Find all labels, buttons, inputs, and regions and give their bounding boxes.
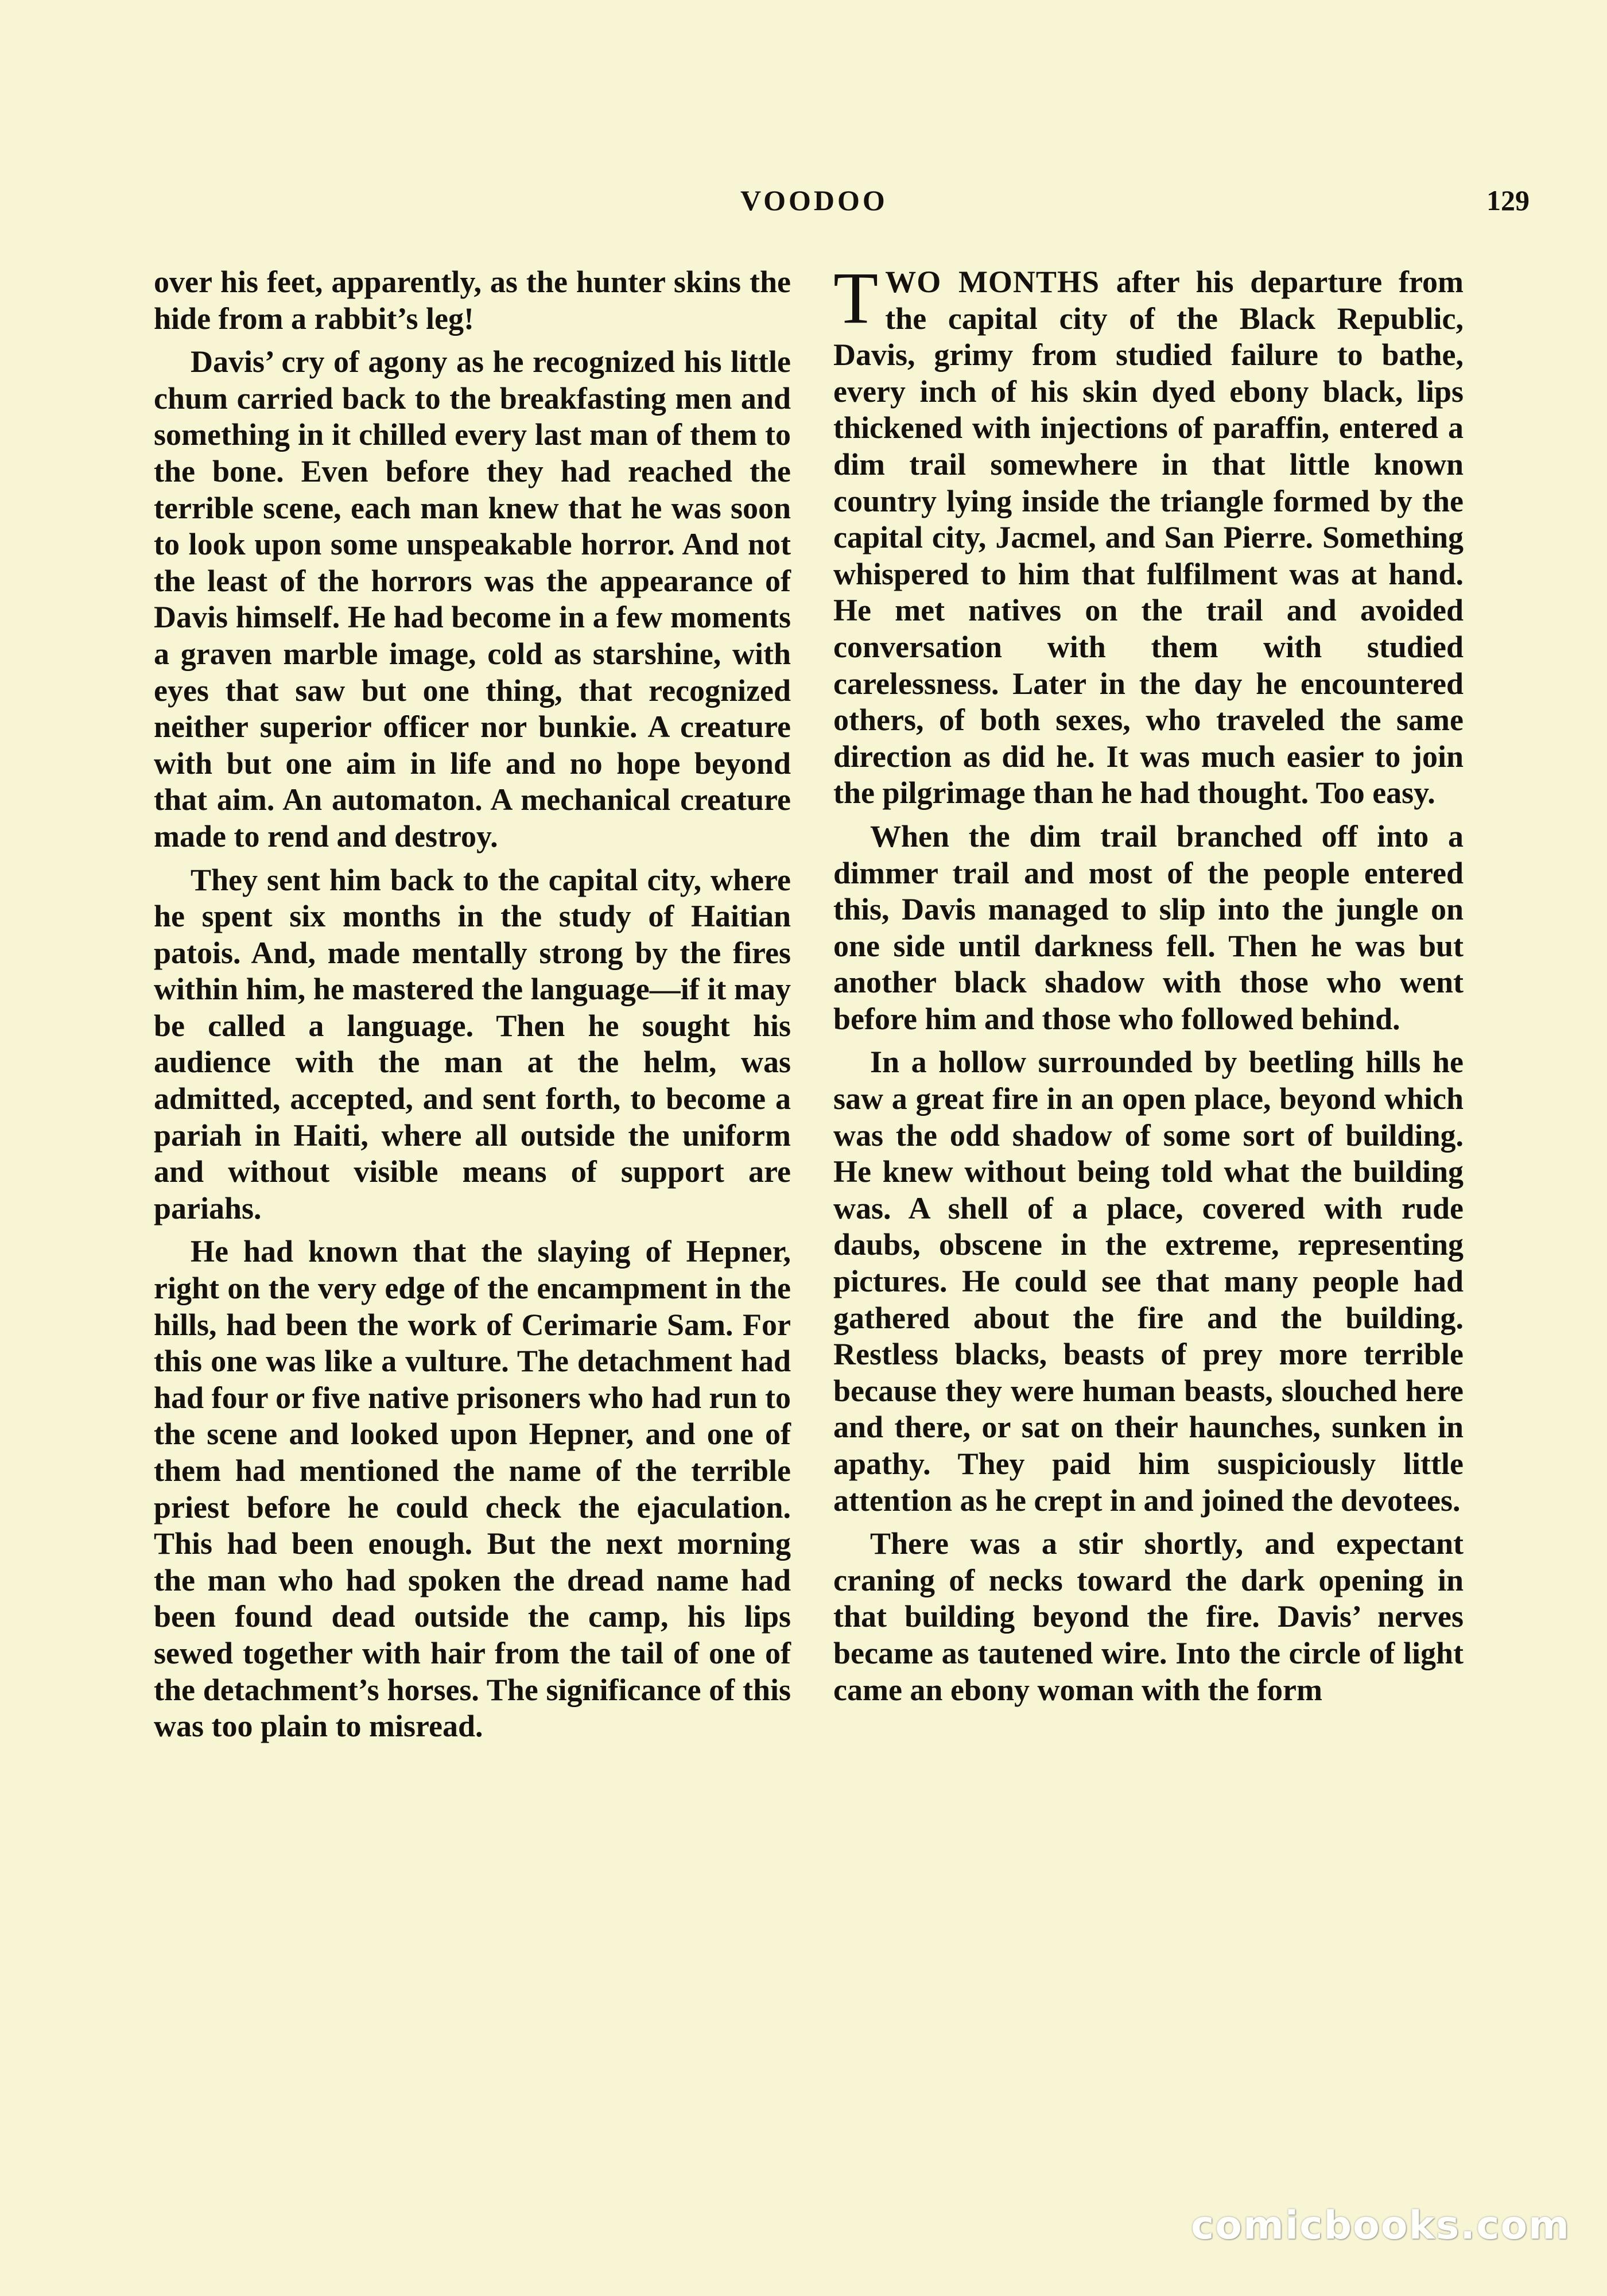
paragraph: There was a stir shortly, and expectant craning of necks toward the dark opening in that building beyond the fire. Davis’ nerves became as tautened wire. Into the circle of light came an ebony woman with the form <box>833 1526 1464 1707</box>
page-number: 129 <box>1486 184 1530 216</box>
paragraph: They sent him back to the capital city, where he spent six months in the study of Haitian patois. And, made mentally strong by the fires within him, he mastered the language—if it may be called a language. Then he sought his audience with the man at the helm, was admitted, accepted, and sent forth, to become a pariah in Haiti, where all outside the uniform and without visible means of support are pariahs. <box>154 862 791 1225</box>
site-watermark: comicbooks.com <box>1191 2203 1571 2248</box>
lead-in-caps: WO MONTHS <box>885 265 1100 299</box>
left-text-column <box>154 264 791 1745</box>
paragraph: In a hollow surrounded by beetling hills he saw a great fire in an open place, beyond which was the odd shadow of some sort of building. He knew without being told what the building was. A shell of a place, covered with rude daubs, obscene in the extreme, representing pictures. He could see that many people had gathered about the fire and the building. Restless blacks, beasts of prey more terrible because they were human beasts, slouched here and there, or sat on their haunches, sunken in apathy. They paid him suspiciously little attention as he crept in and joined the devotees. <box>833 1045 1464 1518</box>
opening-paragraph-text: after his departure from the capital city of the Black Republic, Davis, grimy from studied failure to bathe, every inch of his skin dyed ebony black, lips thickened with injections of paraffin, entered a dim trail somewhere in that little known country lying inside the triangle formed by the capital city, Jacmel, and San Pierre. Something whispered to him that fulfilment was at hand. He met natives on the trail and avoided conversation with them with studied carelessness. Later in the day he encountered others, of both sexes, who traveled the same direction as did he. It was much easier to join the pilgrimage than he had thought. Too easy. <box>833 265 1464 810</box>
paragraph: Davis’ cry of agony as he recognized his little chum carried back to the breakfasting men and something in it chilled every last man of them to the bone. Even before they had reached the terrible scene, each man knew that he was soon to look upon some unspeakable horror. And not the least of the horrors was the appearance of Davis himself. He had become in a few moments a graven marble image, cold as starshine, with eyes that saw but one thing, that recognized neither superior officer nor bunkie. A creature with but one aim in life and no hope beyond that aim. An automaton. A mechanical creature made to rend and destroy. <box>154 344 791 854</box>
running-header-title: VOODOO <box>740 184 888 216</box>
paragraph: over his feet, apparently, as the hunter skins the hide from a rabbit’s leg! <box>154 265 791 336</box>
opening-paragraph <box>833 257 1464 812</box>
paragraph: When the dim trail branched off into a dimmer trail and most of the people entered this, Davis managed to slip into the jungle on one side until darkness fell. Then he was but another black shadow with those who went before him and those who followed behind. <box>833 819 1464 1036</box>
paragraph: He had known that the slaying of Hepner, right on the very edge of the encampment in the hills, had been the work of Cerimarie Sam. For this one was like a vulture. The detachment had had four or five native prisoners who had run to the scene and looked upon Hepner, and one of them had mentioned the name of the terrible priest before he could check the ejaculation. This had been enough. But the next morning the man who had spoken the dread name had been found dead outside the camp, his lips sewed together with hair from the tail of one of the detachment’s horses. The significance of this was too plain to misread. <box>154 1234 791 1744</box>
drop-cap: T <box>833 257 879 339</box>
right-text-column <box>833 257 1464 1708</box>
